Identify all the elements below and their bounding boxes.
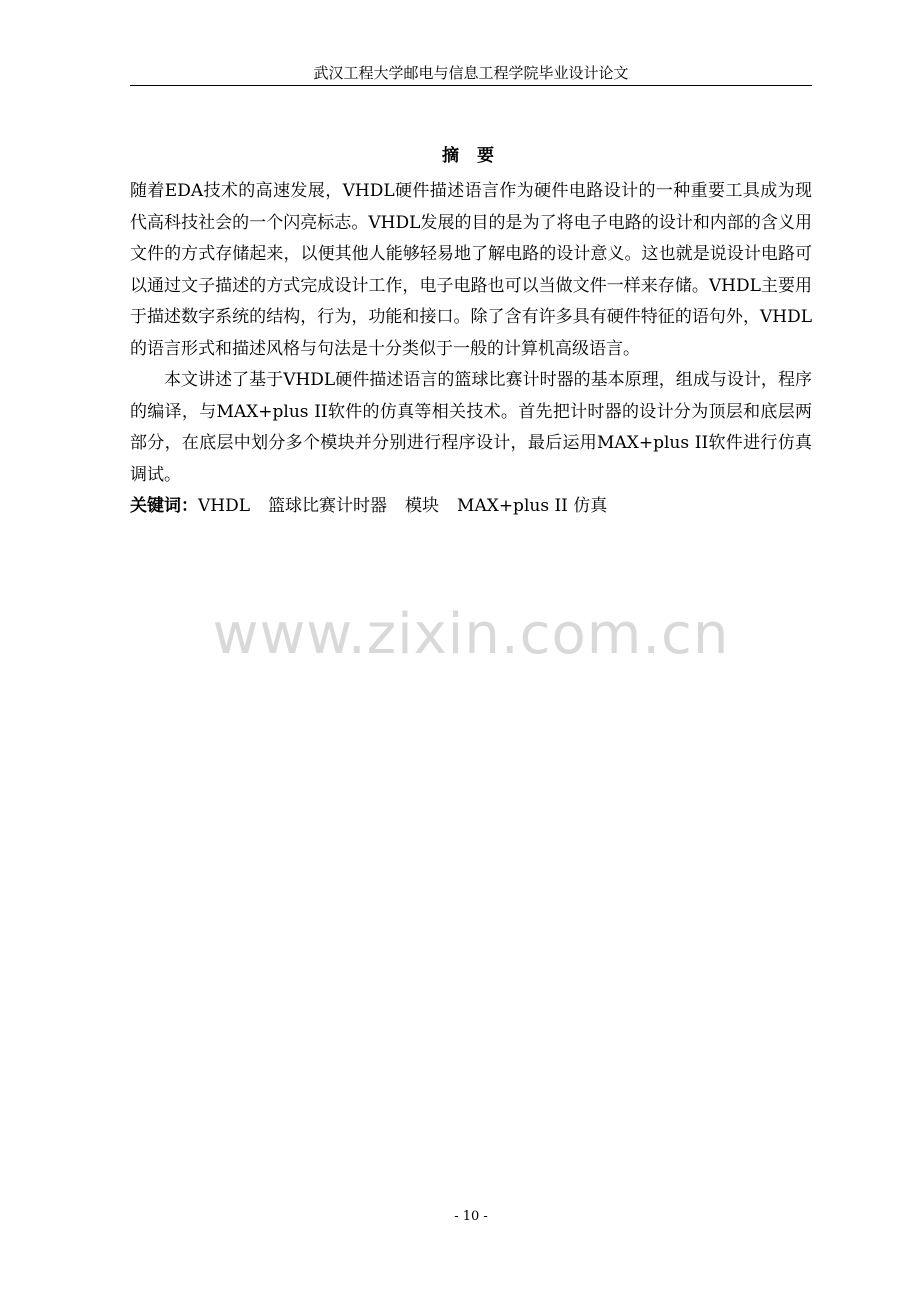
page-number: - 10 - xyxy=(454,1209,488,1224)
watermark: www.zixin.com.cn xyxy=(212,602,730,667)
keyword-item: MAX+plus II 仿真 xyxy=(457,496,608,516)
keyword-item: 篮球比赛计时器 xyxy=(268,496,388,516)
abstract-title: 摘 要 xyxy=(442,146,500,166)
keywords-line xyxy=(130,491,812,523)
page-header-title: 武汉工程大学邮电与信息工程学院毕业设计论文 xyxy=(313,64,629,82)
header-rule xyxy=(130,85,812,86)
abstract-body xyxy=(130,176,812,523)
abstract-paragraph-1: 随着EDA技术的高速发展，VHDL硬件描述语言作为硬件电路设计的一种重要工具成为现代高科技社会的一个闪亮标志。VHDL发展的目的是为了将电子电路的设计和内部的含义用文件的方式存储起来，以便其他人能够轻易地了解电路的设计意义。这也就是说设计电路可以通过文子描述的方式完成设计工作，电子电路也可以当做文件一样来存储。VHDL主要用于描述数字系统的结构，行为，功能和接口。除了含有许多具有硬件特征的语句外，VHDL的语言形式和描述风格与句法是十分类似于一般的计算机高级语言。 xyxy=(130,181,812,359)
keyword-item: VHDL xyxy=(198,496,251,516)
abstract-paragraph-2: 本文讲述了基于VHDL硬件描述语言的篮球比赛计时器的基本原理，组成与设计，程序的编译，与MAX+plus II软件的仿真等相关技术。首先把计时器的设计分为顶层和底层两部分，在底层中划分多个模块并分别进行程序设计，最后运用MAX+plus II软件进行仿真调试。 xyxy=(130,370,812,485)
keyword-item: 模块 xyxy=(405,496,440,516)
keywords-label: 关键词： xyxy=(130,496,198,516)
